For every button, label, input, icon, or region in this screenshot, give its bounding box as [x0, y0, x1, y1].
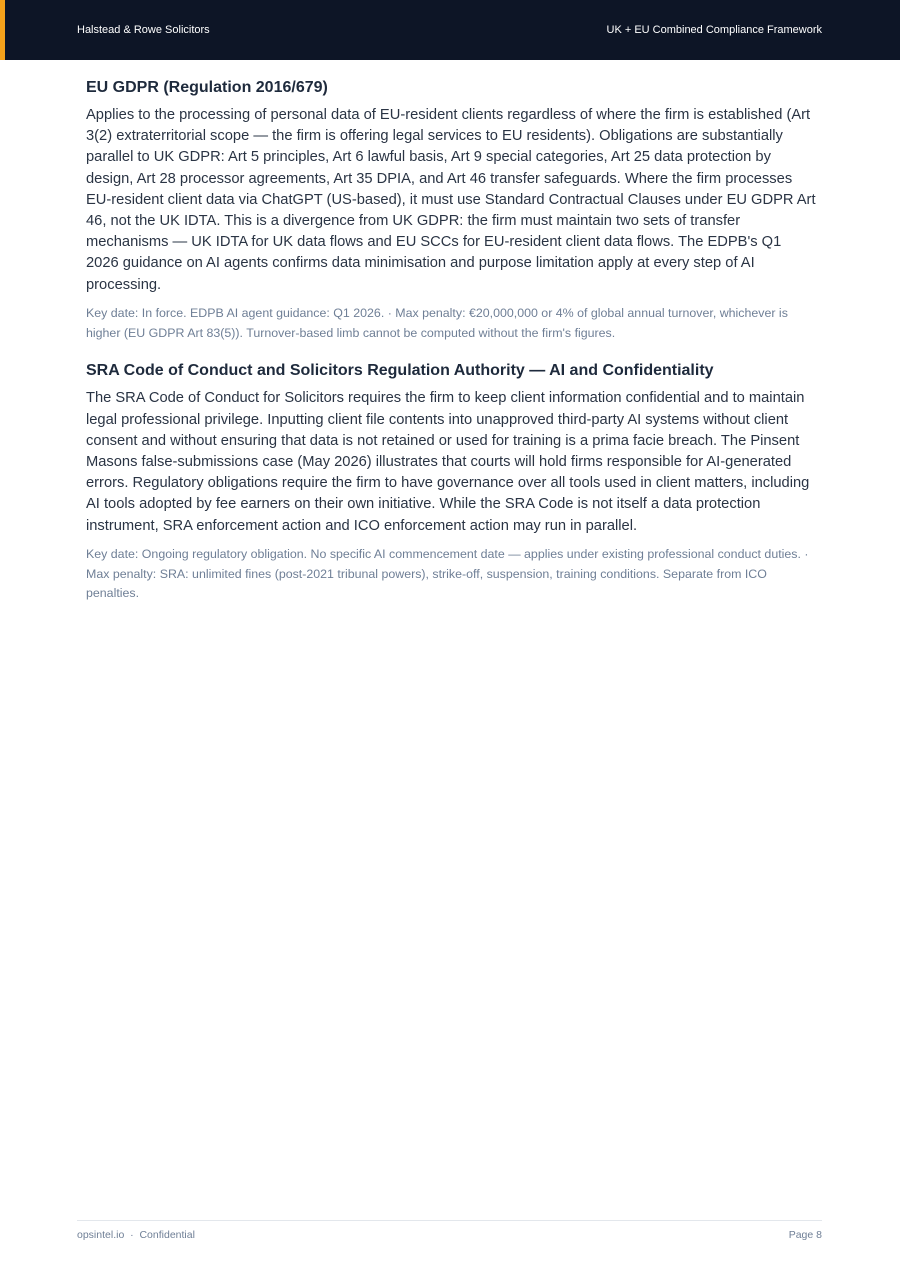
section-title: EU GDPR (Regulation 2016/679): [86, 79, 328, 96]
page-number: Page 8: [788, 1229, 822, 1241]
section-key-date-penalty: Key date: In force. EDPB AI agent guidance: Q1 2026. · Max penalty: €20,000,000 or 4% of global annual turnover, whichever is higher (EU GDPR Art 83(5)). Turnover-based limb cannot be computed without the firm's figures.: [86, 305, 788, 340]
section-eu-gdpr: [86, 78, 816, 343]
firm-name: Halstead & Rowe Solicitors: [77, 24, 210, 36]
section-sra-code: [86, 361, 816, 604]
footer-separator: ·: [130, 1229, 134, 1241]
page-header: [0, 0, 900, 60]
document-title: UK + EU Combined Compliance Framework: [606, 24, 822, 36]
header-accent-bar: [0, 0, 5, 60]
footer-source: [77, 1229, 195, 1241]
section-key-date-penalty: Key date: Ongoing regulatory obligation. No specific AI commencement date — applies under existing professional conduct duties. · Max penalty: SRA: unlimited fines (post-2021 tribunal powers), strike-off, suspension, training conditions. Separate from ICO penalties.: [86, 546, 809, 601]
page-content: [86, 78, 816, 622]
section-body: The SRA Code of Conduct for Solicitors requires the firm to keep client information confidential and to maintain legal professional privilege. Inputting client file contents into unapproved third-party AI systems without client consent and without ensuring that data is not retained or used for training is a prima facie breach. The Pinsent Masons false-submissions case (May 2026) illustrates that courts will hold firms responsible for AI-generated errors. Regulatory obligations require the firm to have governance over all tools used in client matters, including AI tools adopted by fee earners on their own initiative. While the SRA Code is not itself a data protection instrument, SRA enforcement action and ICO enforcement action may run in parallel.: [86, 390, 810, 534]
footer-classification: Confidential: [139, 1229, 195, 1241]
footer-divider: [77, 1220, 822, 1221]
section-title: SRA Code of Conduct and Solicitors Regulation Authority — AI and Confidentiality: [86, 362, 714, 380]
section-body: Applies to the processing of personal data of EU-resident clients regardless of where the firm is established (Art 3(2) extraterritorial scope — the firm is offering legal services to EU residents). Obligations are substantially parallel to UK GDPR: Art 5 principles, Art 6 lawful basis, Art 9 special categories, Art 25 data protection by design, Art 28 processor agreements, Art 35 DPIA, and Art 46 transfer safeguards. Where the firm processes EU-resident client data via ChatGPT (US-based), it must use Standard Contractual Clauses under EU GDPR Art 46, not the UK IDTA. This is a divergence from UK GDPR: the firm must maintain two sets of transfer mechanisms — UK IDTA for UK data flows and EU SCCs for EU-resident client data flows. The EDPB's Q1 2026 guidance on AI agents confirms data minimisation and purpose limitation apply at every step of AI processing.: [86, 107, 816, 293]
footer-site: opsintel.io: [77, 1229, 125, 1241]
